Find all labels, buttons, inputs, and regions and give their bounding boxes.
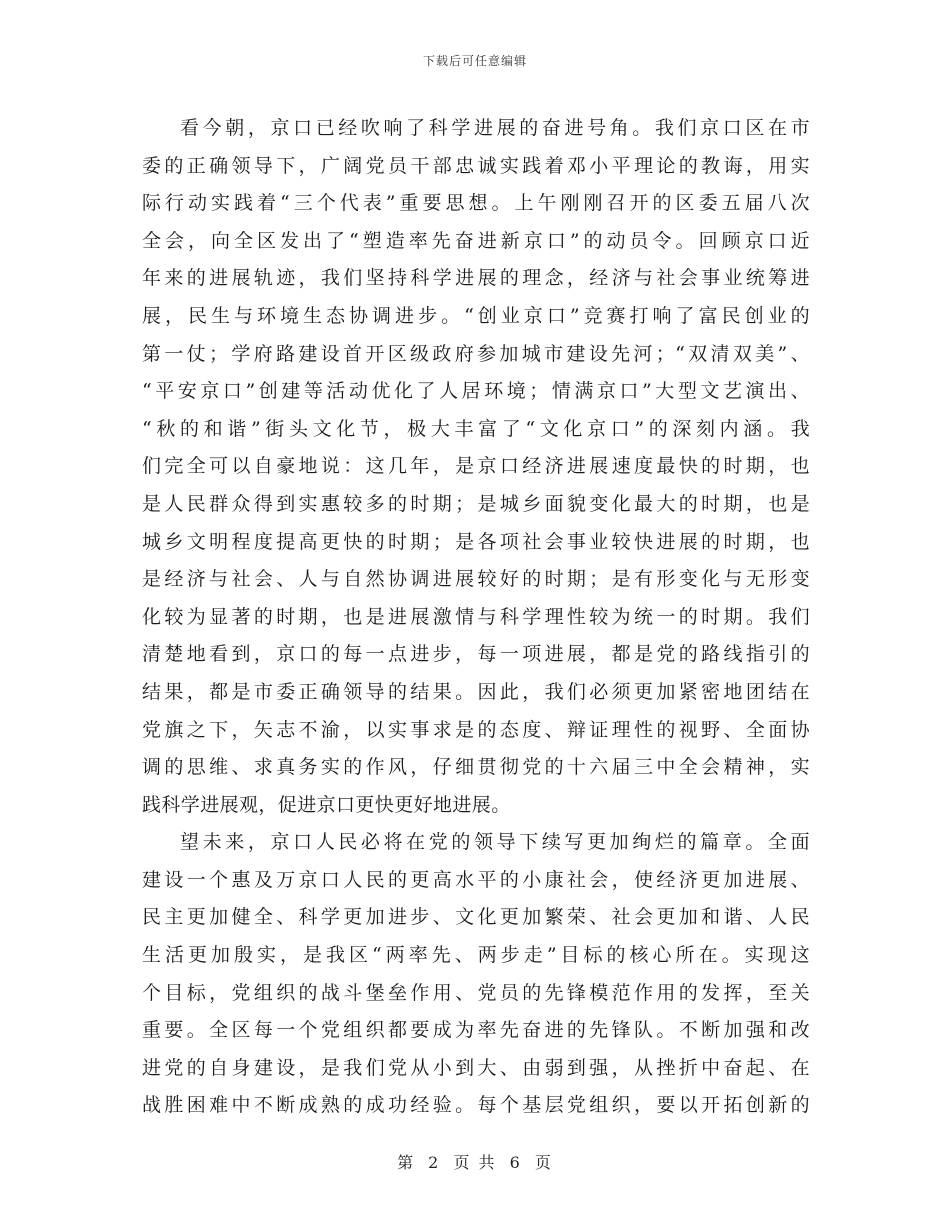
paragraph-2-line-2: 建设一个惠及万京口人民的更高水平的小康社会，使经济更加进展、 xyxy=(142,868,810,891)
paragraph-1-line-5: 年来的进展轨迹，我们坚持科学进展的理念，经济与社会事业统筹进 xyxy=(142,267,810,290)
paragraph-1-line-6: 展，民生与环境生态协调进步。“创业京口”竞赛打响了富民创业的 xyxy=(142,304,810,327)
paragraph-2-line-7: 进党的自身建设，是我们党从小到大、由弱到强，从挫折中奋起、在 xyxy=(142,1056,810,1079)
paragraph-2-line-5: 个目标，党组织的战斗堡垒作用、党员的先锋模范作用的发挥，至关 xyxy=(142,981,810,1004)
paragraph-1-line-16: 结果，都是市委正确领导的结果。因此，我们必须更加紧密地团结在 xyxy=(142,680,810,703)
paragraph-1-line-10: 们完全可以自豪地说：这几年，是京口经济进展速度最快的时期，也 xyxy=(142,455,810,478)
paragraph-1-line-14: 化较为显著的时期，也是进展激情与科学理性较为统一的时期。我们 xyxy=(142,605,810,628)
footer-suffix: 页 xyxy=(534,1153,553,1172)
page-header: 下载后可任意编辑 xyxy=(422,54,527,68)
paragraph-1-line-8: “平安京口”创建等活动优化了人居环境；情满京口”大型文艺演出、 xyxy=(142,380,810,403)
paragraph-2-line-8: 战胜困难中不断成熟的成功经验。每个基层党组织，要以开拓创新的 xyxy=(142,1094,810,1117)
footer-page-number: 2 xyxy=(428,1153,441,1172)
paragraph-2-line-1: 望未来，京口人民必将在党的领导下续写更加绚烂的篇章。全面 xyxy=(180,831,810,854)
paragraph-2-line-6: 重要。全区每一个党组织都要成为率先奋进的先锋队。不断加强和改 xyxy=(142,1019,810,1042)
paragraph-1-line-7: 第一仗；学府路建设首开区级政府参加城市建设先河；“双清双美”、 xyxy=(142,342,810,365)
footer-total-pages: 6 xyxy=(509,1153,522,1172)
paragraph-2-line-4: 生活更加殷实，是我区“两率先、两步走”目标的核心所在。实现这 xyxy=(142,944,810,967)
paragraph-1-line-9: “秋的和谐”街头文化节，极大丰富了“文化京口”的深刻内涵。我 xyxy=(142,417,810,440)
paragraph-1-line-15: 清楚地看到，京口的每一点进步，每一项进展，都是党的路线指引的 xyxy=(142,643,810,666)
paragraph-2-line-3: 民主更加健全、科学更加进步、文化更加繁荣、社会更加和谐、人民 xyxy=(142,906,810,929)
paragraph-1-line-19: 践科学进展观，促进京口更快更好地进展。 xyxy=(142,793,511,816)
paragraph-1-line-12: 城乡文明程度提高更快的时期；是各项社会事业较快进展的时期，也 xyxy=(142,530,810,553)
paragraph-1-line-17: 党旗之下，矢志不渝，以实事求是的态度、辩证理性的视野、全面协 xyxy=(142,718,810,741)
paragraph-1-line-13: 是经济与社会、人与自然协调进展较好的时期；是有形变化与无形变 xyxy=(142,568,810,591)
paragraph-1-line-11: 是人民群众得到实惠较多的时期；是城乡面貌变化最大的时期，也是 xyxy=(142,492,810,515)
paragraph-1-line-4: 全会，向全区发出了“塑造率先奋进新京口”的动员令。回顾京口近 xyxy=(142,229,810,252)
paragraph-1-line-2: 委的正确领导下，广阔党员干部忠诚实践着邓小平理论的教诲，用实 xyxy=(142,154,810,177)
footer-middle: 页 共 xyxy=(453,1153,497,1172)
page-footer xyxy=(0,1150,950,1173)
paragraph-1-line-18: 调的思维、求真务实的作风，仔细贯彻党的十六届三中全会精神，实 xyxy=(142,756,810,779)
paragraph-1-line-3: 际行动实践着“三个代表”重要思想。上午刚刚召开的区委五届八次 xyxy=(142,192,810,215)
footer-prefix: 第 xyxy=(397,1153,416,1172)
paragraph-1-line-1: 看今朝，京口已经吹响了科学进展的奋进号角。我们京口区在市 xyxy=(180,117,810,139)
body-text xyxy=(142,110,810,1125)
